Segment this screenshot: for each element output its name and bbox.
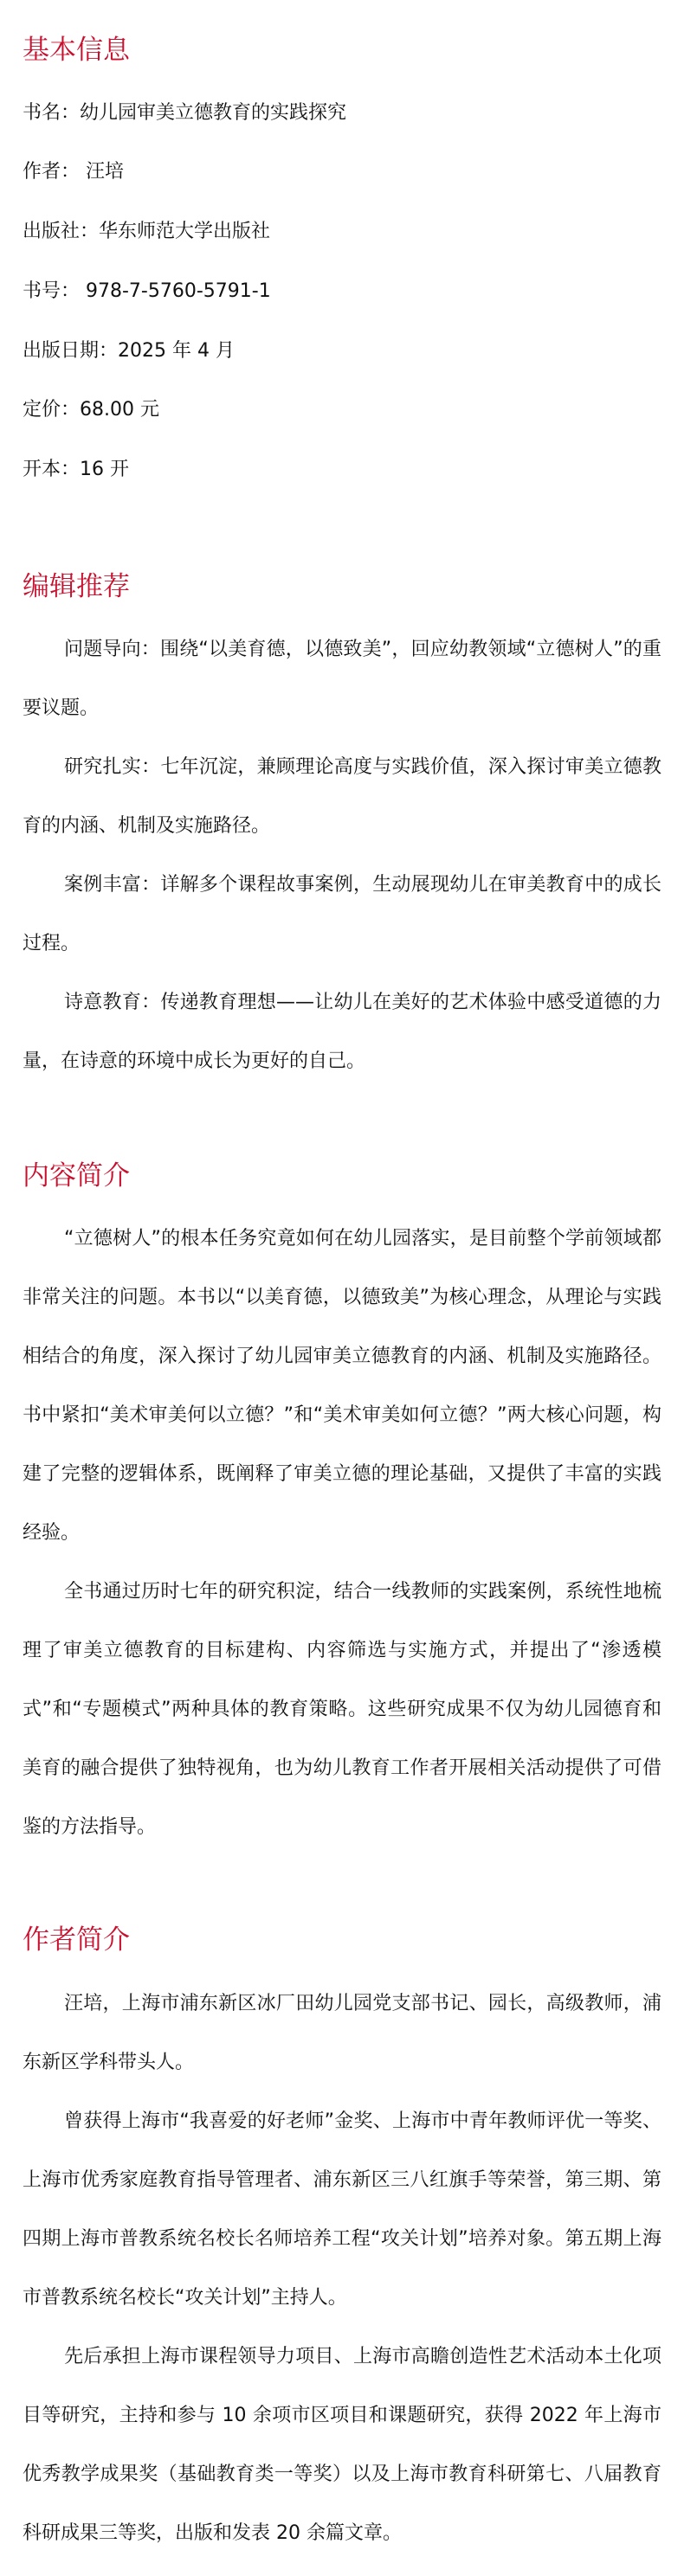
editor-recommend-heading: 编辑推荐 (23, 571, 130, 602)
author-heading: 作者简介 (23, 1924, 130, 1956)
recommend-paragraph: 案例丰富：详解多个课程故事案例，生动展现幼儿在审美教育中的成长过程。 (23, 874, 661, 954)
isbn-line: 书号： 978-7-5760-5791-1 (23, 280, 271, 302)
recommend-paragraph: 诗意教育：传递教育理想——让幼儿在美好的艺术体验中感受道德的力量，在诗意的环境中成长为更好的自己。 (23, 992, 661, 1072)
author-paragraph: 曾获得上海市“我喜爱的好老师”金奖、上海市中青年教师评优一等奖、上海市优秀家庭教育指导管理者、浦东新区三八红旗手等荣誉，第三期、第四期上海市普教系统名校长名师培养工程“攻关计划”培养对象。第五期上海市普教系统名校长“攻关计划”主持人。 (23, 2110, 661, 2309)
basic-info-heading: 基本信息 (23, 35, 130, 66)
author-paragraph: 汪培，上海市浦东新区冰厂田幼儿园党支部书记、园长，高级教师，浦东新区学科带头人。 (23, 1993, 661, 2073)
publish-date-line: 出版日期：2025 年 4 月 (23, 340, 235, 362)
format-line: 开本：16 开 (23, 459, 129, 480)
recommend-paragraph: 问题导向：围绕“以美育德，以德致美”，回应幼教领域“立德树人”的重要议题。 (23, 639, 661, 719)
summary-paragraph: 全书通过历时七年的研究积淀，结合一线教师的实践案例，系统性地梳理了审美立德教育的目标建构、内容筛选与实施方式，并提出了“渗透模式”和“专题模式”两种具体的教育策略。这些研究成果不仅为幼儿园德育和美育的融合提供了独特视角，也为幼儿教育工作者开展相关活动提供了可借鉴的方法指导。 (23, 1581, 661, 1838)
publisher-line: 出版社：华东师范大学出版社 (23, 221, 271, 242)
summary-heading: 内容简介 (23, 1160, 130, 1192)
author-line: 作者： 汪培 (23, 161, 124, 183)
book-title-line: 书名：幼儿园审美立德教育的实践探究 (23, 102, 347, 124)
summary-paragraph: “立德树人”的根本任务究竟如何在幼儿园落实，是目前整个学前领域都非常关注的问题。本书以“以美育德，以德致美”为核心理念，从理论与实践相结合的角度，深入探讨了幼儿园审美立德教育的内涵、机制及实施路径。书中紧扣“美术审美何以立德？”和“美术审美如何立德？”两大核心问题，构建了完整的逻辑体系，既阐释了审美立德的理论基础，又提供了丰富的实践经验。 (23, 1228, 661, 1544)
author-paragraph: 先后承担上海市课程领导力项目、上海市高瞻创造性艺术活动本土化项目等研究，主持和参与 10 余项市区项目和课题研究，获得 2022 年上海市优秀教学成果奖（基础教育类一等奖）以及上海市教育科研第七、八届教育科研成果三等奖，出版和发表 20 余篇文章。 (23, 2346, 661, 2544)
recommend-paragraph: 研究扎实：七年沉淀，兼顾理论高度与实践价值，深入探讨审美立德教育的内涵、机制及实施路径。 (23, 756, 661, 837)
price-line: 定价：68.00 元 (23, 399, 159, 421)
